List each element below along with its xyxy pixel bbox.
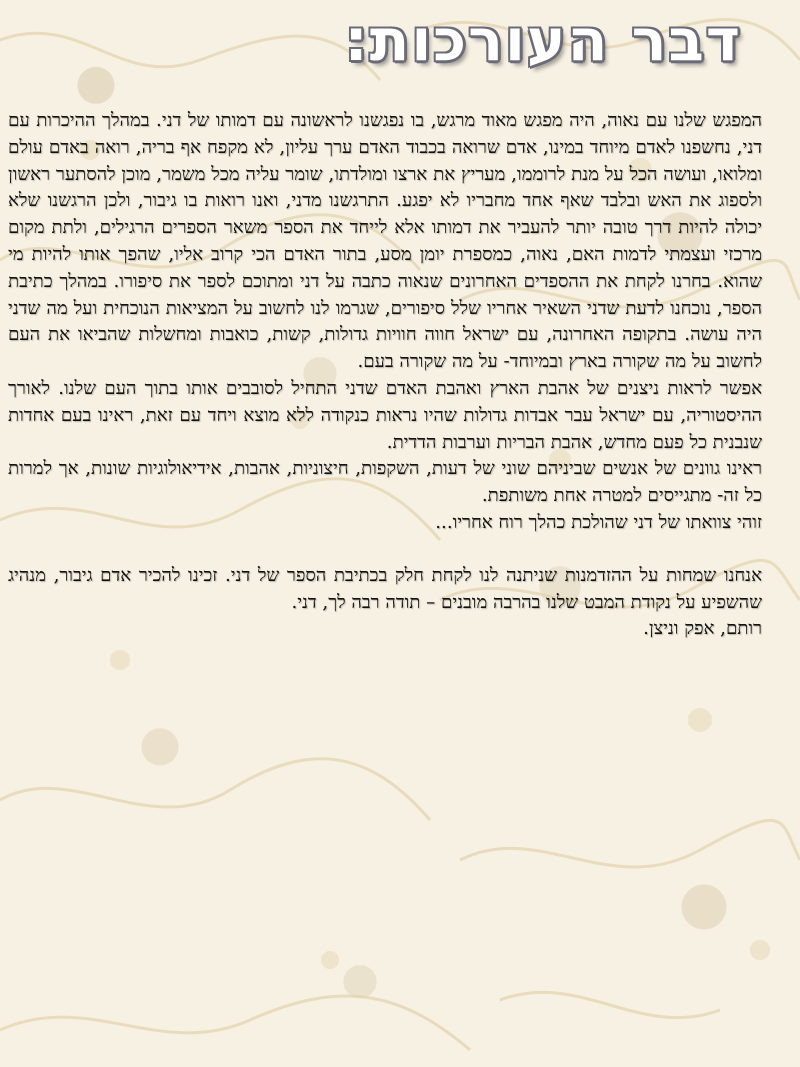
page-title: דבר העורכות: <box>344 6 742 74</box>
paragraph: אפשר לראות ניצנים של אהבת הארץ ואהבת האדם שדני התחיל לסובבים אותו בתוך העם שלנו. לאורך ההיסטוריה, עם ישראל עבר אבדות גדולות שהיו נראות כנקודה ללא מוצא ויחד עם זאת, ראינו בעם אחדות שנבנית כל פעם מחדש, אהבת הבריות וערבות הדדית. <box>8 377 762 453</box>
paragraph: ראינו גוונים של אנשים שביניהם שוני של דעות, השקפות, חיצוניות, אהבות, אידיאולוגיות שונות, אך למרות כל זה- מתגייסים למטרה אחת משותפת. <box>8 458 762 507</box>
spacer <box>8 537 762 563</box>
paragraph: המפגש שלנו עם נאוה, היה מפגש מאוד מרגש, בו נפגשנו לראשונה עם דמותו של דני. במהלך ההיכרות עם דני, נחשפנו לאדם מיוחד במינו, אדם שרואה בכבוד האדם ערך עליון, לא מקפח אף בריה, רואה באדם עולם ומלואו, ועושה הכל על מנת לרוממו, מעריץ את ארצו ומולדתו, שומר עליה מכל משמר, מוכן להסתער ראשון ולספוג את האש ובלבד שאף אחד מחבריו לא יפגע. התרגשנו מדני, ואנו רואות בו גיבור, ולכן הרגשנו שלא יכולה להיות דרך טובה יותר להעביר את דמותו אלא לייחד את הספר משאר הספרים הרגילים, ולתת מקום מרכזי ועצמתי לדמות האם, נאוה, כמספרת יומן מסע, בתור האדם הכי קרוב אליו, שהפך אותו להיות מי שהוא. בחרנו לקחת את ההספדים האחרונים שנאוה כתבה על דני ומתוכם לספר את סיפורו. במהלך כתיבת הספר, נוכחנו לדעת שדני השאיר אחריו שלל סיפורים, שגרמו לנו לחשוב על המציאות הנוכחית ועל מה שדני היה עושה. בתקופה האחרונה, עם ישראל חווה חוויות גדולות, קשות, כואבות ומחשלות שהביאו את העם לחשוב על מה שקורה בארץ ובמיוחד- על מה שקורה בעם. <box>8 110 762 373</box>
closing-paragraph: אנחנו שמחות על ההזדמנות שניתנה לנו לקחת חלק בכתיבת הספר של דני. זכינו להכיר אדם גיבור, מנהיג שהשפיע על נקודת המבט שלנו בהרבה מובנים – תודה רבה לך, דני. <box>8 564 762 613</box>
signature: רותם, אפק וניצן. <box>643 618 762 640</box>
paragraph: זוהי צוואתו של דני שהולכת כהלך רוח אחריו... <box>435 511 762 533</box>
article-body <box>8 108 762 643</box>
